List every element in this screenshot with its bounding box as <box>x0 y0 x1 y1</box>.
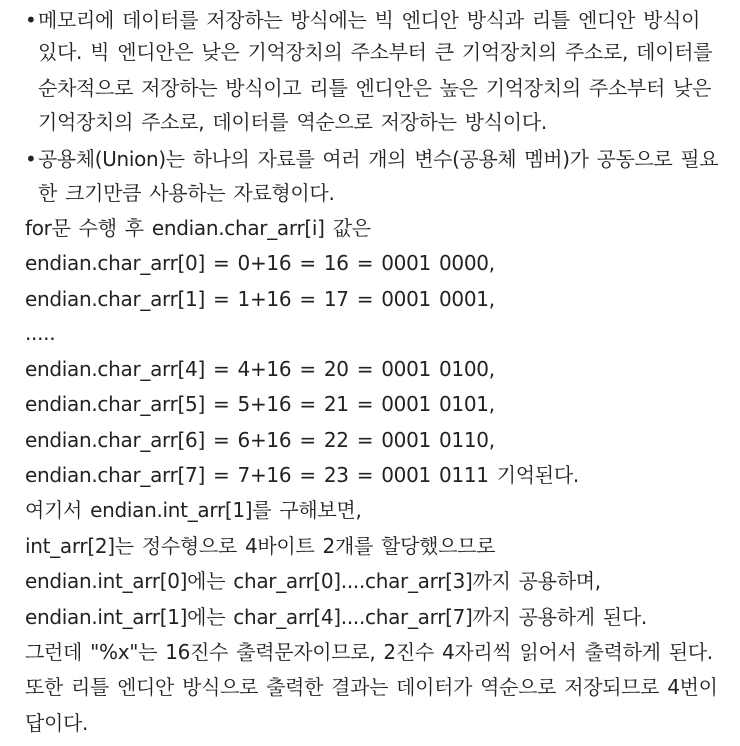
bullet-2-line-2: 한 크기만큼 사용하는 자료형이다. <box>38 181 335 205</box>
bullet-1-line-4: 기억장치의 주소로, 데이터를 역순으로 저장하는 방식이다. <box>38 110 547 134</box>
body-line-8: endian.char_arr[7] = 7+16 = 23 = 0001 0111 기억된다. <box>25 463 579 487</box>
body-line-10: int_arr[2]는 정수형으로 4바이트 2개를 할당했으므로 <box>25 534 496 558</box>
body-line-13: 그런데 "%x"는 16진수 출력문자이므로, 2진수 4자리씩 읽어서 출력하게 된다. <box>25 640 713 664</box>
body-line-12: endian.int_arr[1]에는 char_arr[4]....char_arr[7]까지 공용하게 된다. <box>25 605 647 629</box>
bullet-marker-1: • <box>25 8 37 32</box>
body-line-1: for문 수행 후 endian.char_arr[i] 값은 <box>25 216 371 240</box>
bullet-1-line-3: 순차적으로 저장하는 방식이고 리틀 엔디안은 높은 기억장치의 주소부터 낮은 <box>38 76 712 100</box>
body-line-14: 또한 리틀 엔디안 방식으로 출력한 결과는 데이터가 역순으로 저장되므로 4번이 <box>25 675 718 699</box>
body-line-2: endian.char_arr[0] = 0+16 = 16 = 0001 0000, <box>25 251 495 275</box>
body-line-6: endian.char_arr[5] = 5+16 = 21 = 0001 0101, <box>25 392 495 416</box>
bullet-1-line-1: 메모리에 데이터를 저장하는 방식에는 빅 엔디안 방식과 리틀 엔디안 방식이 <box>38 8 701 32</box>
bullet-2-line-1: 공용체(Union)는 하나의 자료를 여러 개의 변수(공용체 멤버)가 공동으로 필요 <box>38 147 719 171</box>
body-line-3: endian.char_arr[1] = 1+16 = 17 = 0001 0001, <box>25 287 495 311</box>
body-line-15: 답이다. <box>25 711 89 735</box>
body-line-11: endian.int_arr[0]에는 char_arr[0]....char_arr[3]까지 공용하며, <box>25 569 601 593</box>
body-line-5: endian.char_arr[4] = 4+16 = 20 = 0001 0100, <box>25 357 495 381</box>
body-line-ellipsis: ..... <box>25 321 56 345</box>
body-line-7: endian.char_arr[6] = 6+16 = 22 = 0001 0110, <box>25 428 495 452</box>
bullet-1-line-2: 있다. 빅 엔디안은 낮은 기억장치의 주소부터 큰 기억장치의 주소로, 데이터를 <box>38 40 713 64</box>
body-line-9: 여기서 endian.int_arr[1]를 구해보면, <box>25 498 362 522</box>
bullet-marker-2: • <box>25 147 37 171</box>
